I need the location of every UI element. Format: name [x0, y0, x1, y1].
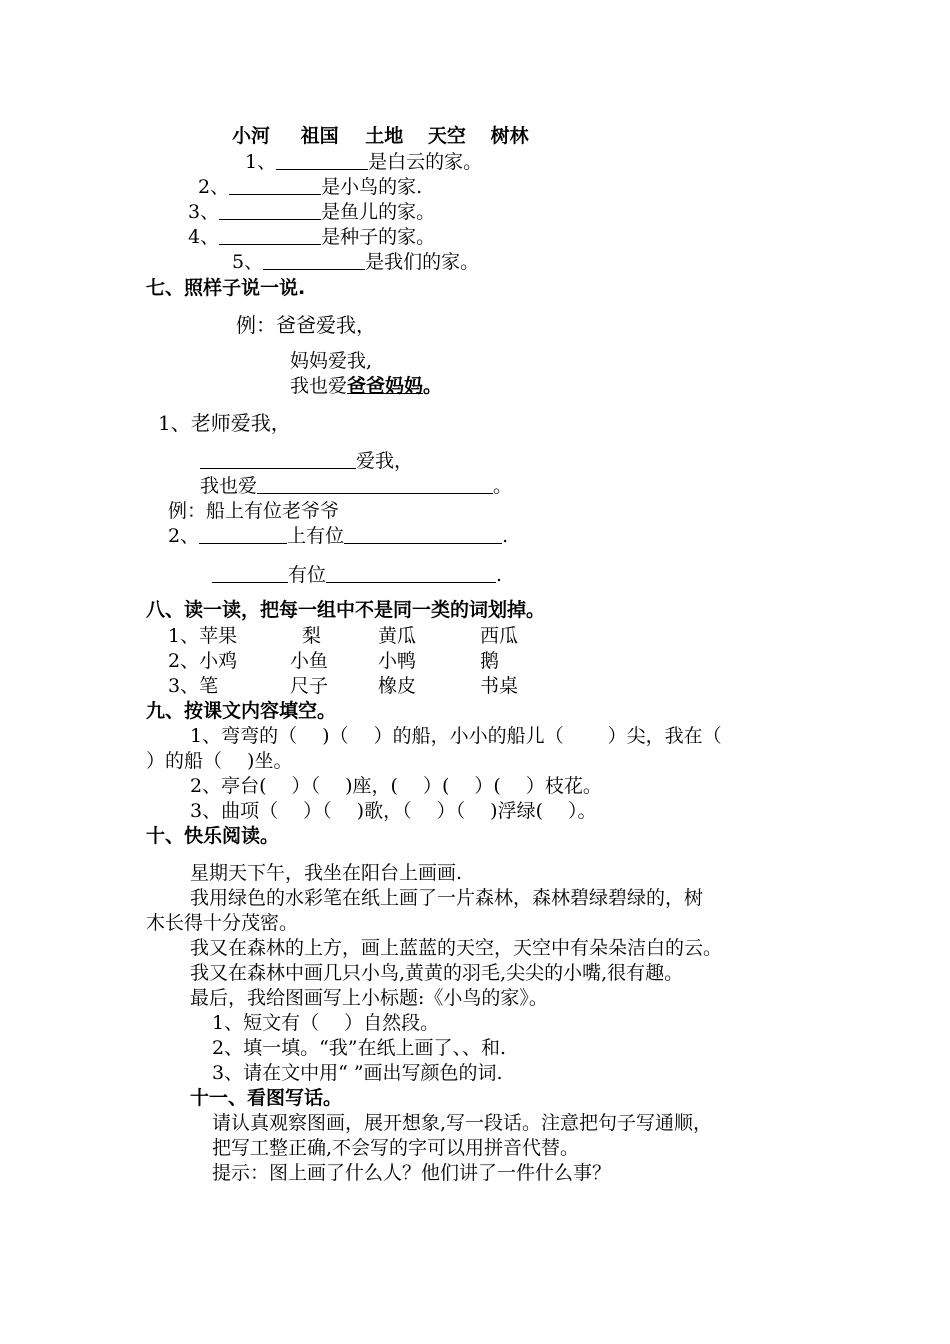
question-line	[200, 474, 512, 498]
example-answer: 爸爸妈妈	[347, 375, 424, 397]
hint-line: 提示：图上画了什么人？他们讲了一件什么事？	[212, 1162, 612, 1184]
passage-line: 星期天下午，我坐在阳台上画画.	[190, 862, 463, 884]
instruction-line: 请认真观察图画，展开想象,写一段话。注意把句子写通顺，	[212, 1112, 713, 1134]
item-number: 5、	[232, 251, 264, 273]
example-label: 例：	[236, 313, 276, 337]
word-item[interactable]: 书桌	[480, 675, 519, 697]
word-row	[168, 649, 499, 673]
question-line	[200, 449, 413, 473]
example-text: 爸爸爱我，	[276, 313, 376, 337]
example-line	[236, 313, 376, 337]
word-bank-item: 树林	[490, 125, 529, 147]
section-title: 十一、看图写话。	[190, 1087, 343, 1109]
answer-blank[interactable]	[219, 201, 321, 220]
question-line: 2、填一填。“我”在纸上画了、、和.	[212, 1037, 507, 1059]
example-line	[290, 374, 442, 398]
example-line: 例：船上有位老爷爷	[168, 500, 340, 522]
fill-item	[198, 175, 422, 199]
word-item[interactable]: 3、笔	[168, 675, 219, 697]
section-title: 十、快乐阅读。	[146, 825, 280, 847]
fill-line: ）的船（ )坐。	[146, 750, 293, 772]
word-item[interactable]: 橡皮	[378, 675, 417, 697]
answer-blank[interactable]	[219, 226, 321, 245]
question-line: 1、短文有（ ）自然段。	[212, 1012, 440, 1034]
fill-item	[188, 200, 435, 224]
question-text: 。	[493, 475, 513, 497]
item-number: 3、	[188, 201, 220, 223]
fill-line: 1、弯弯的（ )（ ）的船，小小的船儿（ ）尖，我在（	[190, 725, 722, 747]
question-text: 老师爱我，	[190, 411, 291, 435]
question-text: 我也爱	[200, 475, 258, 497]
answer-blank[interactable]	[229, 176, 321, 195]
answer-blank[interactable]	[276, 151, 368, 170]
question-text: .	[502, 525, 509, 547]
word-bank-item: 土地	[365, 125, 404, 147]
question-line: 3、请在文中用“ ”画出写颜色的词.	[212, 1062, 503, 1084]
question-line	[212, 563, 502, 587]
answer-blank[interactable]	[344, 525, 502, 544]
item-text: 是鱼儿的家。	[321, 201, 436, 223]
word-bank-item: 天空	[427, 125, 466, 147]
word-item[interactable]: 1、苹果	[168, 625, 238, 647]
instruction-line: 把写工整正确,不会写的字可以用拼音代替。	[212, 1137, 580, 1159]
example-text: 。	[423, 375, 443, 397]
word-item[interactable]: 小鱼	[290, 650, 329, 672]
fill-item	[232, 250, 479, 274]
word-bank	[232, 124, 529, 148]
item-number: 4、	[188, 226, 220, 248]
question-text: 爱我，	[356, 450, 414, 472]
passage-line: 我又在森林中画几只小鸟,黄黄的羽毛,尖尖的小嘴,很有趣。	[190, 962, 684, 984]
answer-blank[interactable]	[212, 564, 288, 583]
question-text: 上有位	[287, 525, 345, 547]
answer-blank[interactable]	[199, 525, 287, 544]
passage-line: 我用绿色的水彩笔在纸上画了一片森林，森林碧绿碧绿的，树	[190, 887, 704, 909]
question-line	[168, 524, 508, 548]
answer-blank[interactable]	[200, 450, 356, 469]
passage-line: 木长得十分茂密。	[146, 912, 299, 934]
item-text: 是白云的家。	[368, 151, 483, 173]
word-bank-item: 祖国	[300, 125, 339, 147]
word-item[interactable]: 鹅	[480, 650, 500, 672]
section-title: 七、照样子说一说.	[146, 277, 306, 299]
word-item[interactable]: 尺子	[290, 675, 329, 697]
item-text: 是小鸟的家.	[321, 176, 423, 198]
passage-line: 我又在森林的上方，画上蓝蓝的天空，天空中有朵朵洁白的云。	[190, 937, 723, 959]
word-item[interactable]: 西瓜	[480, 625, 519, 647]
answer-blank[interactable]	[263, 251, 365, 270]
word-item[interactable]: 黄瓜	[378, 625, 417, 647]
question-text: 有位	[288, 564, 327, 586]
section-title: 九、按课文内容填空。	[146, 700, 337, 722]
word-row	[168, 674, 518, 698]
section-title: 八、读一读，把每一组中不是同一类的词划掉。	[146, 599, 546, 621]
fill-item	[245, 150, 482, 174]
item-text: 是种子的家。	[321, 226, 436, 248]
passage-line: 最后，我给图画写上小标题:《小鸟的家》。	[190, 987, 548, 1009]
word-row	[168, 624, 518, 648]
fill-item	[188, 225, 435, 249]
example-text: 我也爱	[290, 375, 348, 397]
answer-blank[interactable]	[326, 564, 496, 583]
word-item[interactable]: 2、小鸡	[168, 650, 238, 672]
question-number: 2、	[168, 525, 200, 547]
word-item[interactable]: 小鸭	[378, 650, 417, 672]
fill-line: 3、曲项（ ）（ )歌，（ ）（ )浮绿( ）。	[190, 800, 597, 822]
word-bank-item: 小河	[232, 125, 271, 147]
question-line	[158, 411, 291, 435]
answer-blank[interactable]	[257, 475, 493, 494]
question-number: 1、	[158, 411, 191, 435]
item-number: 2、	[198, 176, 230, 198]
item-text: 是我们的家。	[365, 251, 480, 273]
item-number: 1、	[245, 151, 277, 173]
word-item[interactable]: 梨	[302, 625, 322, 647]
example-line: 妈妈爱我,	[290, 350, 373, 372]
question-text: .	[496, 564, 503, 586]
fill-line: 2、亭台( ）（ )座，( ）( ）( ）枝花。	[190, 775, 602, 797]
